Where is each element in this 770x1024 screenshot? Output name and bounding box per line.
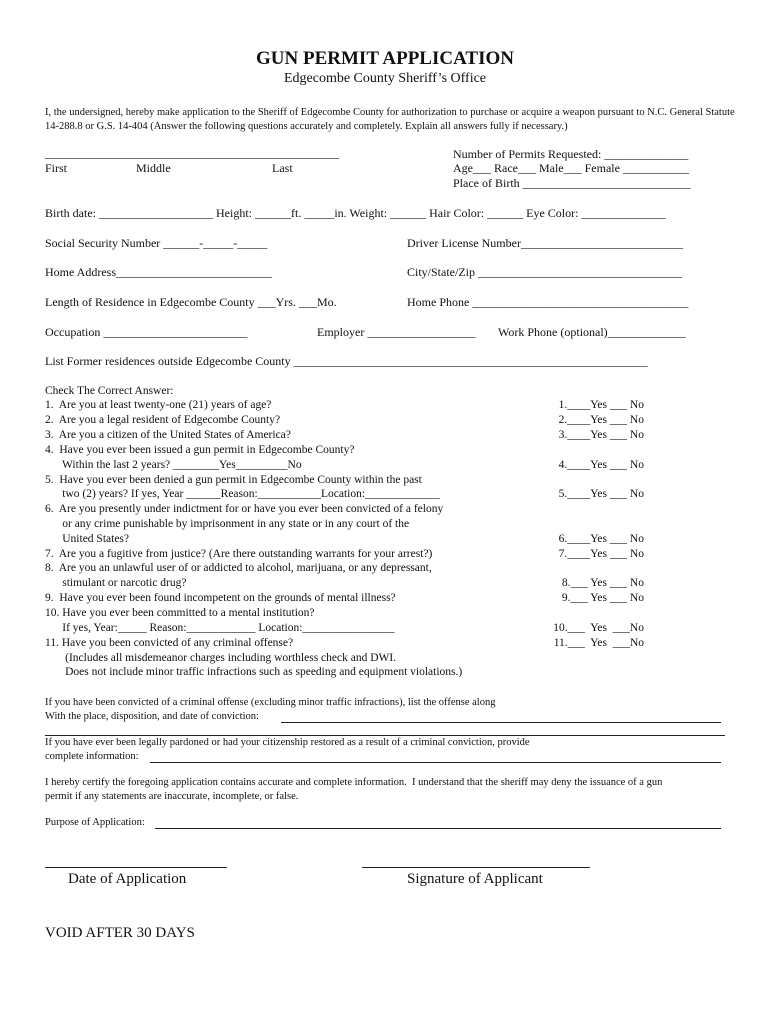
conviction-label: With the place, disposition, and date of conviction:	[45, 711, 259, 722]
answer-yes-no[interactable]: 9.___ Yes ___ No	[561, 592, 644, 604]
question-line: stimulant or narcotic drug?	[45, 577, 187, 589]
certification-text-2: permit if any statements are inaccurate, incomplete, or false.	[45, 791, 299, 802]
former-residences-field[interactable]: List Former residences outside Edgecombe County ___________________________________________________________	[45, 354, 648, 368]
date-of-application-label: Date of Application	[68, 871, 187, 887]
question-line: 9. Have you ever been found incompetent on the grounds of mental illness?	[45, 592, 396, 604]
answer-yes-no[interactable]: 10.___ Yes ___No	[553, 622, 644, 634]
question-line[interactable]: Within the last 2 years? ________Yes_________No	[45, 459, 302, 471]
answer-yes-no[interactable]: 11.___ Yes ___No	[553, 637, 644, 649]
questions-heading: Check The Correct Answer:	[45, 385, 174, 397]
question-line: 5. Have you ever been denied a gun permit in Edgecombe County within the past	[45, 474, 422, 486]
question-line: 8. Are you an unlawful user of or addicted to alcohol, marijuana, or any depressant,	[45, 562, 432, 574]
question-line: 2. Are you a legal resident of Edgecombe County?	[45, 414, 281, 426]
home-address-field[interactable]: Home Address__________________________	[45, 265, 272, 279]
place-of-birth-field[interactable]: Place of Birth ____________________________	[453, 176, 691, 190]
answer-yes-no[interactable]: 7.____Yes ___ No	[558, 548, 644, 560]
driver-license-field[interactable]: Driver License Number___________________________	[407, 236, 683, 250]
answer-yes-no[interactable]: 8.___ Yes ___ No	[561, 577, 644, 589]
occupation-field[interactable]: Occupation ________________________	[45, 325, 248, 339]
intro-paragraph: I, the undersigned, hereby make application to the Sheriff of Edgecombe County for authorization to purchase or acquire a weapon pursuant to N.C. General Statute 14-288.8 or G.S. 14-404 (Answer the following questions accurately and completely. Explain all answers fully if necessary.)	[45, 107, 735, 132]
page-title: GUN PERMIT APPLICATION	[256, 48, 514, 69]
question-line[interactable]: two (2) years? If yes, Year ______Reason:___________Location:_____________	[45, 488, 440, 500]
question-line[interactable]: If yes, Year:_____ Reason:____________ Location:________________	[45, 622, 395, 634]
work-phone-field[interactable]: Work Phone (optional)_____________	[498, 325, 686, 339]
question-line: or any crime punishable by imprisonment in any state or in any court of the	[45, 518, 410, 530]
question-line: (Includes all misdemeanor charges including worthless check and DWI.	[45, 652, 397, 664]
ssn-field[interactable]: Social Security Number ______-_____-_____	[45, 236, 268, 250]
answer-yes-no[interactable]: 4.____Yes ___ No	[558, 459, 644, 471]
age-race-sex-field[interactable]: Age___ Race___ Male___ Female ___________	[453, 161, 689, 175]
question-line: 10. Have you ever been committed to a mental institution?	[45, 607, 315, 619]
purpose-label: Purpose of Application:	[45, 817, 145, 828]
conviction-input-line[interactable]	[281, 722, 721, 723]
answer-yes-no[interactable]: 1.____Yes ___ No	[558, 399, 644, 411]
residence-length-field[interactable]: Length of Residence in Edgecombe County ___Yrs. ___Mo.	[45, 295, 337, 309]
question-line: United States?	[45, 533, 129, 545]
middle-name-label: Middle	[136, 161, 171, 175]
city-state-zip-field[interactable]: City/State/Zip __________________________________	[407, 265, 682, 279]
void-notice: VOID AFTER 30 DAYS	[45, 925, 195, 941]
purpose-input-line[interactable]	[155, 828, 721, 829]
answer-yes-no[interactable]: 3.____Yes ___ No	[558, 429, 644, 441]
question-line: 6. Are you presently under indictment for or have you ever been convicted of a felony	[45, 503, 444, 515]
first-name-label: First	[45, 161, 68, 175]
answer-yes-no[interactable]: 2.____Yes ___ No	[558, 414, 644, 426]
answer-yes-no[interactable]: 6.____Yes ___ No	[558, 533, 644, 545]
question-line: Does not include minor traffic infractions such as speeding and equipment violations.)	[45, 666, 463, 678]
signature-input-line[interactable]	[362, 867, 590, 868]
conviction-input-line-2[interactable]	[45, 735, 725, 736]
permits-requested-field[interactable]: Number of Permits Requested: ______________	[453, 147, 689, 161]
last-name-label: Last	[272, 161, 293, 175]
question-line: 3. Are you a citizen of the United States of America?	[45, 429, 291, 441]
birth-height-weight-row[interactable]: Birth date: ___________________ Height: ______ft. _____in. Weight: ______ Hair Color: ______ Eye Color: ______________	[45, 206, 666, 220]
signature-of-applicant-label: Signature of Applicant	[407, 871, 543, 887]
question-line: 4. Have you ever been issued a gun permit in Edgecombe County?	[45, 444, 355, 456]
pardon-instructions: If you have ever been legally pardoned or had your citizenship restored as a result of a criminal conviction, provide	[45, 737, 530, 748]
answer-yes-no[interactable]: 5.____Yes ___ No	[558, 488, 644, 500]
home-phone-field[interactable]: Home Phone ____________________________________	[407, 295, 689, 309]
question-line: 7. Are you a fugitive from justice? (Are there outstanding warrants for your arrest?)	[45, 548, 433, 560]
name-field[interactable]: _________________________________________________	[45, 146, 339, 160]
question-line: 11. Have you been convicted of any criminal offense?	[45, 637, 294, 649]
employer-field[interactable]: Employer __________________	[317, 325, 476, 339]
pardon-input-line[interactable]	[150, 762, 721, 763]
date-input-line[interactable]	[45, 867, 227, 868]
conviction-instructions: If you have been convicted of a criminal offense (excluding minor traffic infractions), list the offense along	[45, 697, 496, 708]
pardon-label: complete information:	[45, 751, 139, 762]
page-subtitle: Edgecombe County Sheriff’s Office	[283, 71, 487, 86]
question-line: 1. Are you at least twenty-one (21) years of age?	[45, 399, 272, 411]
certification-text: I hereby certify the foregoing application contains accurate and complete information. I understand that the sheriff may deny the issuance of a gun	[45, 777, 663, 788]
